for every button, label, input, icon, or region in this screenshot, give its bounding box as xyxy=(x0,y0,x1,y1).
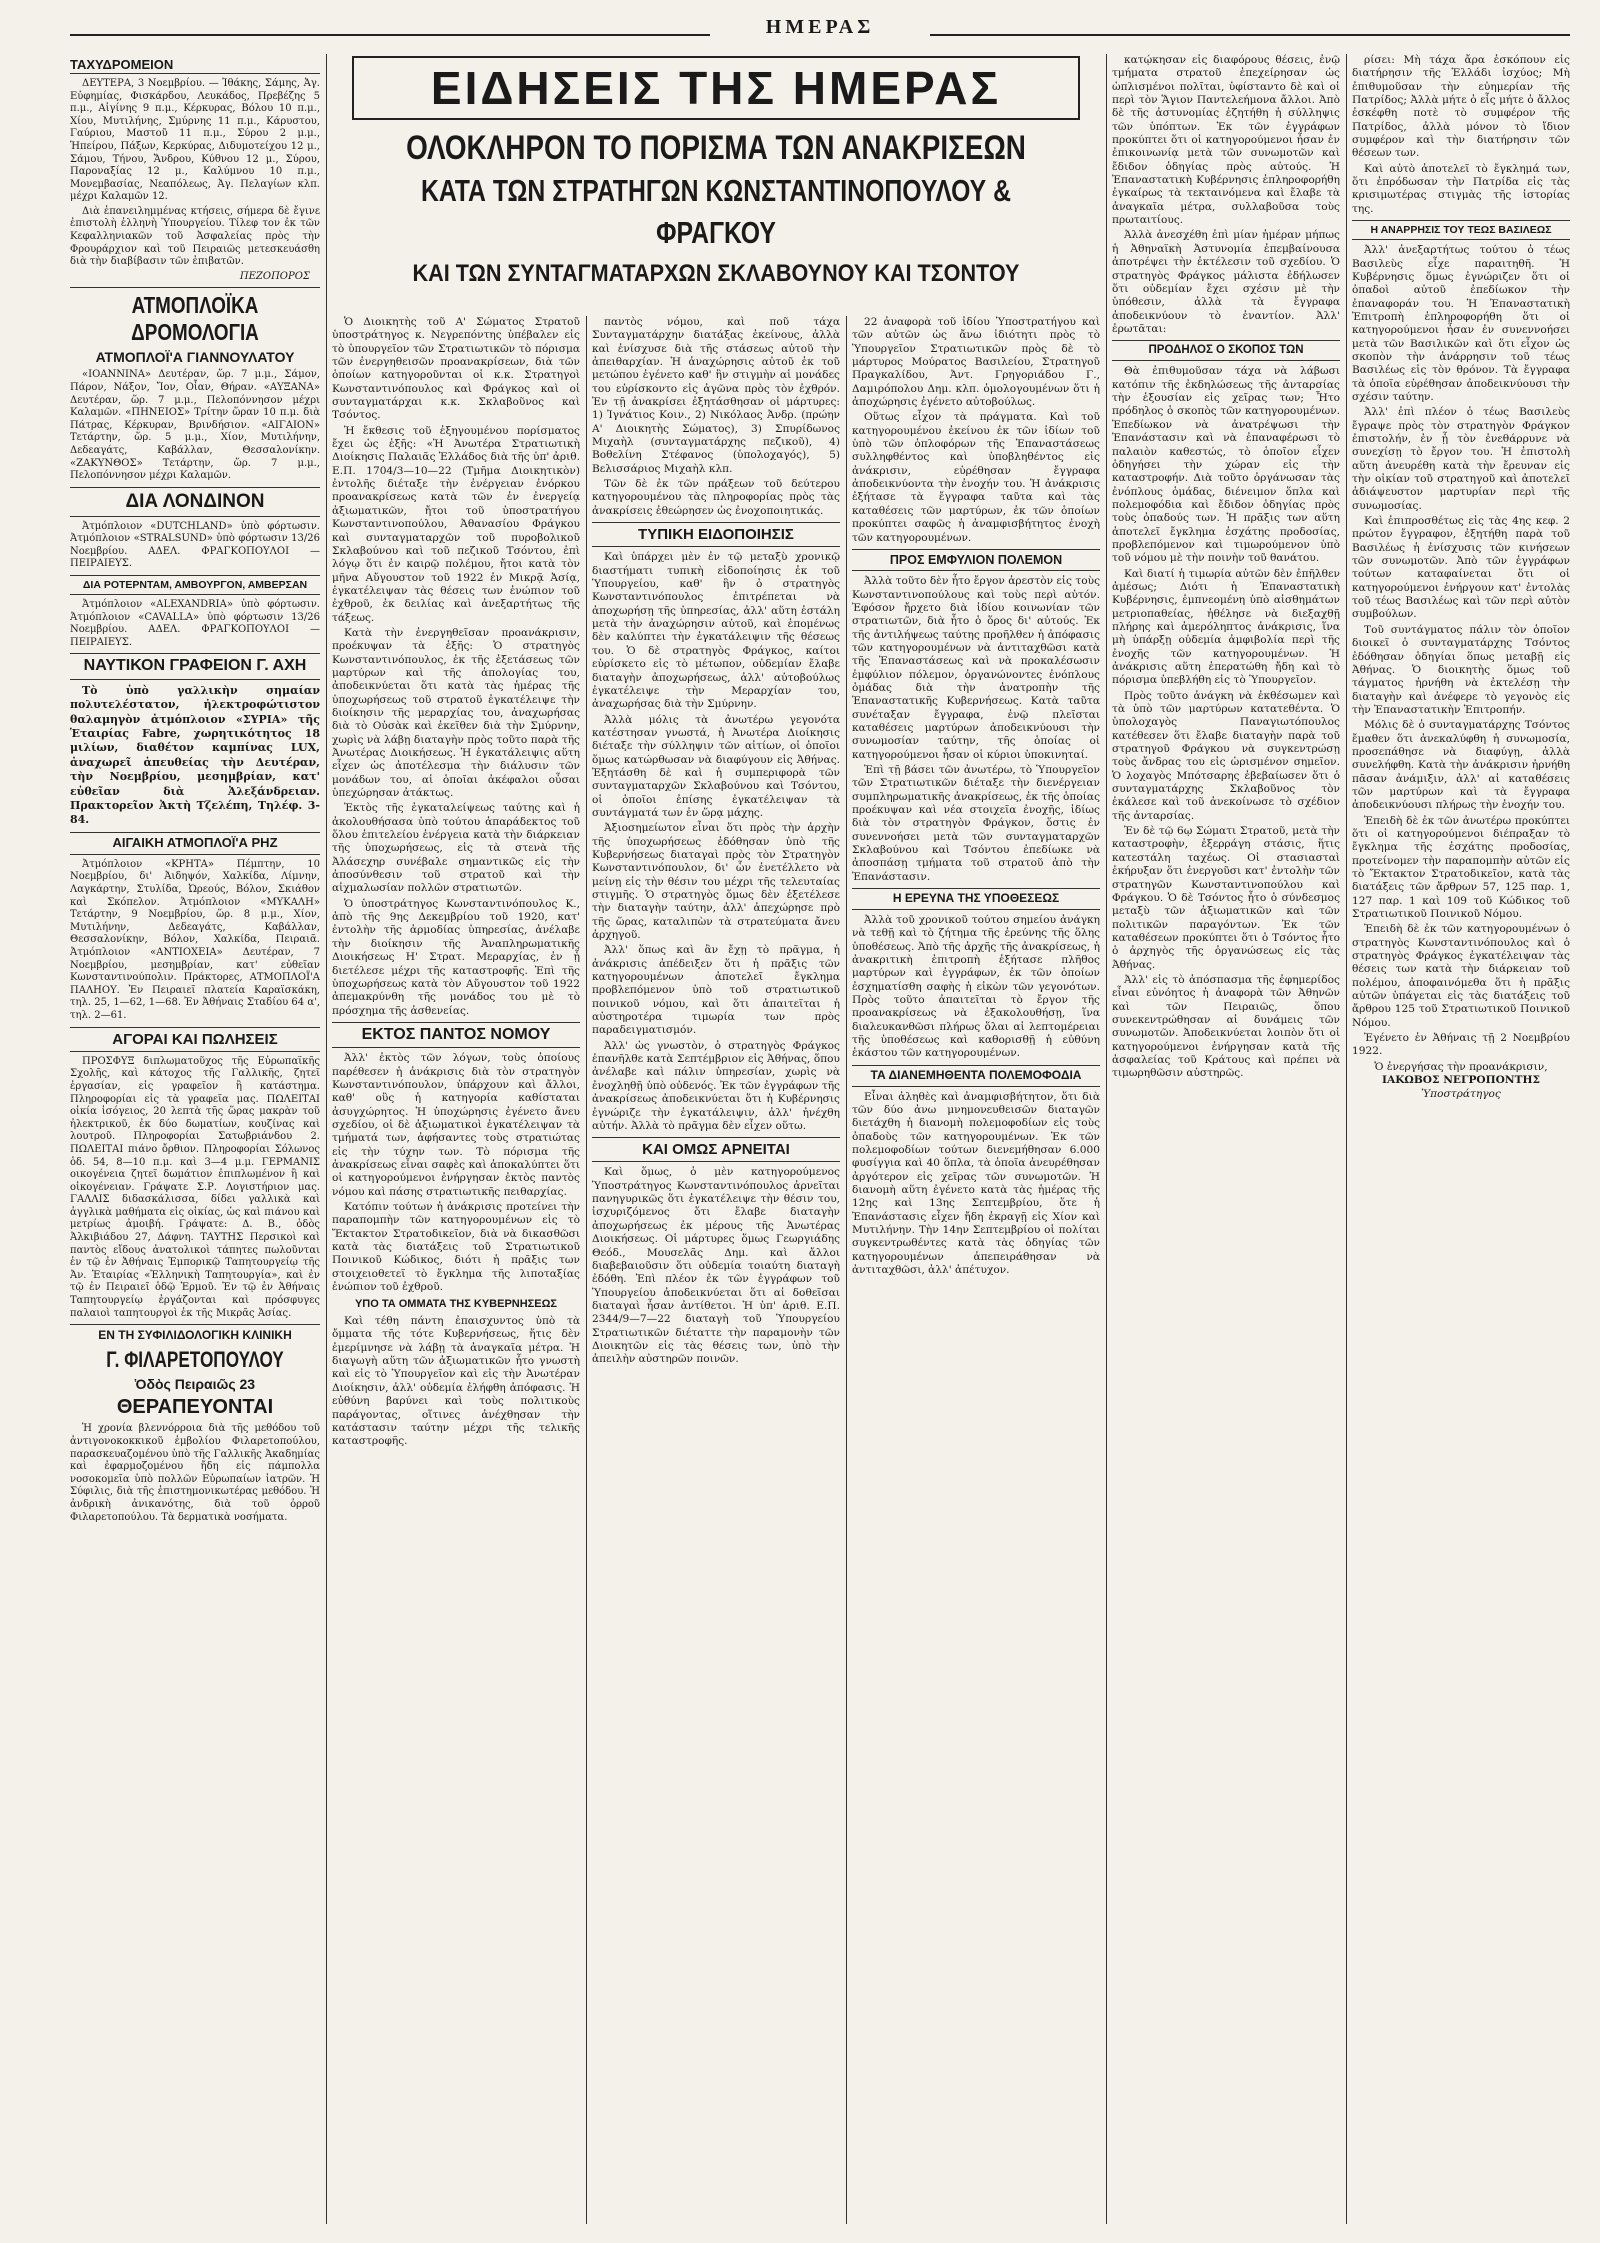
article-paragraph: Ἀλλὰ τοῦ χρονικοῦ τούτου σημείου ἀνάγκη νὰ τεθῇ καὶ τὸ ζήτημα τῆς ἐρεύνης τῆς ὅλης ὑποθέσεως. Ἀπὸ τῆς ἀρχῆς τῆς ἀνακρίσεως, ἡ ἀνακριτικὴ ἐπιτροπὴ ἐξήτασε πλῆθος μαρτύρων καὶ ἐγγράφων, ἐκ τῶν ὁποίων ἐσχηματίσθη σαφὴς ἡ εἰκὼν τῶν γεγονότων. Πρὸς τοῦτο ἀπαιτεῖται τὸ ἔργον τῆς προανακρίσεως νὰ ἐξακολουθήσῃ, ἵνα διαλευκανθῶσι πλήρως ὅλαι αἱ λεπτομέρειαι τῆς ὑποθέσεως καὶ καθορισθῇ ἡ εὐθύνη ἑκάστου τῶν κατηγορουμένων. xyxy=(852,913,1100,1060)
london-text: Ἀτμόπλοιον «DUTCHLAND» ὑπὸ φόρτωσιν. Ἀτμόπλοιον «STRALSUND» ὑπὸ φόρτωσιν 13/26 Νοεμβρίου. ΑΔΕΛ. ΦΡΑΓΚΟΠΟΥΛΟΙ — ΠΕΙΡΑΙΕΥΣ. xyxy=(70,520,320,570)
signature-pezoporos: ΠΕΖΟΠΟΡΟΣ xyxy=(239,270,310,282)
signature-block xyxy=(1352,1061,1570,1101)
article-paragraph: Κατόπιν τούτων ἡ ἀνάκρισις προτείνει τὴν παραπομπὴν τῶν κατηγορουμένων εἰς τὸ Ἔκτακτον Στρατοδικεῖον, διὰ νὰ δικασθῶσι κατὰ τὰς διατάξεις τοῦ Στρατιωτικοῦ Ποινικοῦ Κώδικος, διότι ἡ πρᾶξις των στοιχειοθετεῖ τὸ ἔγκλημα τῆς λιποταξίας ἐνώπιον τοῦ ἐχθροῦ. xyxy=(332,1201,580,1294)
article-paragraph: Ἐπειδὴ δὲ ἐκ τῶν ἀνωτέρω προκύπτει ὅτι οἱ κατηγορούμενοι διέπραξαν τὸ ἔγκλημα τῆς ἐσχάτης προδοσίας, προτείνομεν τὴν παραπομπὴν αὐτῶν εἰς τὸ Ἔκτακτον Στρατοδικεῖον, κατὰ τὰς διατάξεις τῶν ἄρθρων 57, 125 παρ. 1, 127 παρ. 1 καὶ 109 τοῦ Κώδικος τοῦ Στρατιωτικοῦ Ποινικοῦ Νόμου. xyxy=(1352,814,1570,921)
sales-text: ΠΡΟΣΦΥΞ διπλωματοῦχος τῆς Εὐρωπαϊκῆς Σχολῆς, καὶ κάτοχος τῆς Γαλλικῆς, ζητεῖ ἐργασίαν, εἰς γραφεῖον ἢ κατάστημα. Πληροφορίαι εἰς τὰ γραφεῖα μας. ΠΩΛΕΙΤΑΙ οἰκία ἰσόγειος, 20 λεπτὰ τῆς ὥρας μακρὰν τοῦ ἠλεκτρικοῦ, ἐκ δύο δωματίων, κουζίνας καὶ λουτροῦ. Πληροφορίαι Σατωβριάνδου 2. ΠΩΛΕΙΤΑΙ πιάνο ὄρθιον. Πληροφορίαι Σόλωνος ὁδ. 54, 8—10 π.μ. καὶ 3—4 μ.μ. ΓΕΡΜΑΝΙΣ οικογένεια ζητεῖ δωμάτιον ἐπιπλωμένον ἢ καὶ οἰκογένειαν. Γράψατε Σ.Ρ. Λογιστήριον μας. ΓΑΛΛΙΣ διδασκάλισσα, δίδει γαλλικὰ καὶ ἀγγλικὰ μαθήματα εἰς οἰκίας, ὡς καὶ πιάνου καὶ μετρίως ἀμοιβή. Γράψατε: Δ. Β., ὁδὸς Ἀλκιβιάδου 27, Δάφνη. ΤΑΥΤΗΣ Περσικοὶ καὶ παντὸς εἴδους ἀνατολικοὶ τάπητες πωλοῦνται ἐν τῷ ἐν Ἀθήναις Ἐμπορικῷ Ταπητουργείῳ τῆς Ἀν. Ἑταιρίας «Ἑλληνικὴ Ταπητουργία», καὶ ἐν τῷ ἐν Πειραιεῖ ὁδῷ Ἐρμοῦ. Ἐν τῷ ἐν Ἀθήναις Ταπητουργείῳ ἐργάζονται καὶ πρόσφυγες παλαιοὶ ταπητουργοὶ ἐκ τῆς Μικρᾶς Ἀσίας. xyxy=(70,1055,320,1319)
article-paragraph: Κατὰ τὴν ἐνεργηθεῖσαν προανάκρισιν, προέκυψαν τὰ ἑξῆς: Ὁ στρατηγὸς Κωνσταντινόπουλος, ἐκ τῆς ἐξετάσεως τῶν μαρτύρων καὶ τῆς ἀπολογίας του, ἀποδεικνύεται ὅτι κατὰ τὰς ἡμέρας τῆς ὑποχωρήσεως τοῦ στρατοῦ ἐγκατέλειψε τὴν διοίκησιν τῆς μεραρχίας του, ἀναχωρήσας διὰ τὸ Οὐσὰκ καὶ ἐκεῖθεν διὰ τὴν Σμύρνην, χωρὶς νὰ λάβῃ διαταγὴν πρὸς τοῦτο παρὰ τῆς Ἀνωτέρας Διοικήσεως. Ἡ ἐγκατάλειψις αὕτη εἶχεν ὡς ἀποτέλεσμα τὴν διάλυσιν τῶν μονάδων του, αἱ ὁποῖαι ἀκέφαλοι οὖσαι ὑπεχώρησαν ἀτάκτως. xyxy=(332,626,580,800)
article-paragraph: Ἀλλὰ μόλις τὰ ἀνωτέρω γεγονότα κατέστησαν γνωστά, ἡ Ἀνωτέρα Διοίκησις διέταξε τὴν σύλληψιν τῶν αἰτίων, οἱ ὁποῖοι ὅμως κατώρθωσαν νὰ διαφύγουν εἰς Ἀθήνας. Ἐξητάσθη δὲ καὶ ἡ συμπεριφορὰ τῶν συνταγματαρχῶν Σκλαβούνου καὶ Τσόντου, οἱ ὁποῖοι ἐπίσης ἐγκατέλειψαν τὰ συντάγματά των ἐν ὥρᾳ μάχης. xyxy=(592,713,840,819)
subheading-denies: ΚΑΙ ΟΜΩΣ ΑΡΝΕΙΤΑΙ xyxy=(592,1137,840,1162)
article-paragraph: Καὶ αὐτὸ ἀποτελεῖ τὸ ἔγκλημά των, ὅτι ἐπρόδωσαν τὴν Πατρίδα εἰς τὰς κρισιμωτέρας στιγμὰς τῆς ἱστορίας της. xyxy=(1352,162,1570,215)
clinic-ad xyxy=(70,1329,320,1419)
giannoulatos-heading: ΑΤΜΟΠΛΟΪ'Α ΓΙΑΝΝΟΥΛΑΤΟΥ xyxy=(95,349,295,366)
article-paragraph: Εἶναι ἀληθὲς καὶ ἀναμφισβήτητον, ὅτι διὰ τῶν δύο ἀνω μνημονευθεισῶν διαταγῶν διετάχθη ἡ διανομὴ πολεμοφοδίων εἰς τοὺς ὀπαδοὺς τῶν κατηγορουμένων. Ἐκ τῶν πολεμοφοδίων τούτων διενεμήθησαν 6.000 φυσίγγια καὶ 40 ὅπλα, τὰ ὁποῖα ἀνευρέθησαν ἀργότερον εἰς χεῖρας τῶν συνωμοτῶν. Ἡ διανομὴ αὕτη ἐγένετο κατὰ τὰς ἡμέρας τῆς 12ης καὶ 13ης Σεπτεμβρίου, ὅτε ἡ Ἐπανάστασις εἶχεν ἤδη ἐκραγῇ εἰς Χίον καὶ Μυτιλήνην. Τὴν 14ην Σεπτεμβρίου οἱ πολίται συγκεντρωθέντες κατὰ τὰς ὁδηγίας τῶν κατηγορουμένων ἀπεπειράθησαν νὰ ἀντιταχθῶσι, ἀλλ' ἀπέτυχον. xyxy=(852,1090,1100,1276)
subheading-evident-aim: ΠΡΟΔΗΛΟΣ Ο ΣΚΟΠΟΣ ΤΩΝ xyxy=(1112,340,1340,361)
column-rule xyxy=(1346,54,1347,2224)
column-article-5 xyxy=(1352,54,1570,2224)
clinic-name: Γ. ΦΙΛΑΡΕΤΟΠΟΥΛΟΥ xyxy=(106,1347,284,1373)
running-head-title: ΗΜΕΡΑΣ xyxy=(765,16,875,38)
shipping-schedule-heading: ΑΤΜΟΠΛΟΪΚΑ ΔΡΟΜΟΛΟΓΙΑ xyxy=(131,292,259,345)
post-office-text: ΔΕΥΤΕΡΑ, 3 Νοεμβρίου. — Ἰθάκης, Σάμης, Ἀγ. Εὐφημίας, Φισκάρδου, Λευκάδος, Πρεβέζης 5 π.μ., Αἰγίνης 9 π.μ., Κέρκυρας, Βόλου 10 π.μ., Χίου, Μυτιλήνης, Σμύρνης 11 π.μ., Κάρυστου, Γαύριου, Μαστοῦ 11 π.μ., Σύρου 2 μ.μ., Ἠπείρου, Πάξων, Κερκύρας, Διδυμοτείχου 12 μ., Σάμου, Τήνου, Ἄνδρου, Κύθνου 12 μ., Σύρου, Παροναξίας 12 μ., Καλύμνου 10 π.μ., Μονεμβασίας, Νεαπόλεως, Ἀγ. Πελαγίων κλπ. μέχρι Καλαμῶν 12. xyxy=(70,77,320,203)
clinic-title: ΕΝ ΤΗ ΣΥΦΙΛΙΔΟΛΟΓΙΚΗ ΚΛΙΝΙΚΗ xyxy=(98,1328,292,1343)
article-paragraph: Ἐπειδὴ δὲ ἐκ τῶν κατηγορουμένων ὁ στρατηγὸς Κωνσταντινόπουλος καὶ ὁ στρατηγὸς Φράγκος ἐγκατέλειψαν τὰς θέσεις των κατὰ τὴν διάρκειαν τοῦ πολέμου, ἀποφαινόμεθα ὅτι ἡ πρᾶξις αὐτῶν ὑπάγεται εἰς τὰς διατάξεις τοῦ ἄρθρου 125 τοῦ Στρατιωτικοῦ Ποινικοῦ Νόμου. xyxy=(1352,923,1570,1029)
aegean-shipping-heading: ΑΙΓΑΙΚΗ ΑΤΜΟΠΛΟΪ'Α ΡΗΖ xyxy=(70,832,320,855)
subheading-investigation: Η ΕΡΕΥΝΑ ΤΗΣ ΥΠΟΘΕΣΕΩΣ xyxy=(852,888,1100,910)
post-office-text-2: Διὰ ἐπανειλημμένας κτήσεις, σήμερα δὲ ἔγινε ἐπιστολὴ ἑλληνὴ Ὑπουργείου. Τίλεφ τον ἐκ τῶν Κεφαλληνιακῶν τοῦ Ἀσφαλείας πρὸς τὴν Φρουράρχιον καὶ τοῦ Πειραιῶς μετεσκευάσθη διὰ τὴν διαβίβασιν τῶν ἐπιβατῶν. xyxy=(70,205,320,268)
column-rule xyxy=(1106,54,1107,2224)
clinic-treats-heading: ΘΕΡΑΠΕΥΟΝΤΑΙ xyxy=(116,1396,274,1419)
banner-section-title: ΕΙΔΗΣΕΙΣ ΤΗΣ ΗΜΕΡΑΣ xyxy=(352,56,1080,120)
nautical-office-heading: ΝΑΥΤΙΚΟΝ ΓΡΑΦΕΙΟΝ Γ. ΑΧΗ xyxy=(70,653,320,679)
article-paragraph: Τοῦ συντάγματος πάλιν τὸν ὁποῖον διοικεῖ ὁ συνταγματάρχης Τσόντος ἐδόθησαν ὁδηγίαι ὅπως μεταβῇ εἰς Ἀθήνας. Ὁ διοικητὴς ὅμως τοῦ τάγματος ἠρνήθη νὰ ἐκτελέσῃ τὴν διαταγὴν καὶ ἀνέφερε τὸ γεγονὸς εἰς τὴν Ἐπαναστατικὴν Ἐπιτροπήν. xyxy=(1352,623,1570,716)
article-paragraph: ρίσει: Μὴ τάχα ἄρα ἐσκόπουν εἰς διατήρησιν τῆς Ἑλλάδι ἰσχύος; Μὴ ἐπιθυμοῦσαν τὴν εὐημερίαν τῆς Πατρίδος; Ἀλλὰ μήτε ὁ εἷς μήτε ὁ ἄλλος ἐσκέφθη ποτὲ τὸ συμφέρον τῆς Πατρίδος, ἀλλὰ μόνον τὸ ἴδιον συμφέρον καὶ τὴν διατήρησιν τῶν θέσεων των. xyxy=(1352,54,1570,160)
article-paragraph: Ἐπὶ τῇ βάσει τῶν ἀνωτέρω, τὸ Ὑπουργεῖον τῶν Στρατιωτικῶν διέταξε τὴν διενέργειαν συμπληρωματικῆς ἀνακρίσεως, ἐκ τῆς ὁποίας προέκυψαν καὶ νέα στοιχεῖα ἐνοχῆς, ἰδίως διὰ τὸν στρατηγὸν Φράγκον, ὅστις ἐν συνεννοήσει μετὰ τῶν συνταγματαρχῶν Σκλαβούνου καὶ Τσόντου ἐπεδίωκε νὰ ἀποσπάσῃ τμήματα τοῦ στρατοῦ ἀπὸ τὴν Ἐπανάστασιν. xyxy=(852,764,1100,883)
head-rule-right xyxy=(930,34,1570,36)
article-paragraph: Θὰ ἐπιθυμοῦσαν τάχα νὰ λάβωσι κατόπιν τῆς ἐκδηλώσεως τῆς ἀνταρσίας τὴν ἐξουσίαν εἰς χεῖρας των; Ἦτο πρόδηλος ὁ σκοπὸς τῶν κατηγορουμένων. Ἐπεδίωκον νὰ ἀνατρέψωσι τὴν Ἐπανάστασιν καὶ νὰ ἐπαναφέρωσι τὸ παλαιὸν καθεστώς, τὸ ὁποῖον εἶχεν ὁδηγήσει τὴν χώραν εἰς τὴν καταστροφήν. Διὰ τοῦτο ὀργάνωσαν τὰς ἐνόπλους ὁμάδας, διένειμον ὅπλα καὶ πολεμοφόδια καὶ ἔδιδον ὁδηγίας πρὸς τοὺς ὀπαδούς των. Ἡ πρᾶξις των αὕτη ἀποτελεῖ ἔγκλημα ἐσχάτης προδοσίας, προβλεπόμενον καὶ τιμωρούμενον ὑπὸ τοῦ νόμου μὲ τὴν ποινὴν τοῦ θανάτου. xyxy=(1112,365,1340,565)
article-paragraph: Ἀλλ' ἀνεξαρτήτως τούτου ὁ τέως Βασιλεὺς εἶχε παραιτηθῆ. Ἡ Κυβέρνησις ὅμως ἐγνώριζεν ὅτι οἱ ὀπαδοὶ αὐτοῦ ἐπεδίωκον τὴν ἐπαναφοράν του. Ἡ Ἐπαναστατικὴ Ἐπιτροπὴ ἐπληροφορήθη ὅτι οἱ κατηγορούμενοι ἦσαν ἐν συνεννοήσει μετὰ τῶν Βασιλικῶν καὶ ὅτι εἶχον ὡς σκοπὸν τὴν ἀνάρρησιν τοῦ τέως Βασιλέως εἰς τὸν θρόνον. Τὰ ἔγγραφα τὰ ὁποῖα εὑρέθησαν ἀποδεικνύουσι τὴν σχέσιν ταύτην. xyxy=(1352,244,1570,403)
article-paragraph: Ἐκτὸς τῆς ἐγκαταλείψεως ταύτης καὶ ἡ ἀκολουθήσασα ὑπὸ τούτου ἀπαράδεκτος τοῦ ὅλου ἐπιτελείου ἐνέργεια κατὰ τὴν διάρκειαν τῆς ὑποχωρήσεως, εἰς τὰ στενὰ τῆς Ἀλάσεχηρ συνέβαλε σημαντικῶς εἰς τὴν ἀποσύνθεσιν τοῦ στρατοῦ καὶ τὴν αἰχμαλωσίαν πολλῶν στρατιωτῶν. xyxy=(332,802,580,895)
article-paragraph: παντὸς νόμου, καὶ ποῦ τάχα Συνταγματάρχην διατάξας ἐκείνους, ἀλλὰ καὶ ἐνίσχυσε διὰ τῆς στάσεως αὐτοῦ τὴν ἀπειθαρχίαν. Ἡ ἀναχώρησις αὐτοῦ ἐκ τοῦ μετώπου ἐγένετο καθ' ἣν στιγμὴν αἱ μονάδες του εὑρίσκοντο εἰς ἀγῶνα πρὸς τὸν ἐχθρόν. Ἐν τῇ ἀνακρίσει ἐξητάσθησαν οἱ μάρτυρες: 1) Ἰγνάτιος Κοιν., 2) Νικόλαος Ἀνδρ. (πρώην Α' Διοικητὴς Σώματος), 3) Σπυρίδωνος Μιχαὴλ (συνταγματάρχης πεζικοῦ), 4) Βοθελίνη Στέφανος (ὑπολοχαγός), 5) Βελισσάριος Μιχαὴλ κλπ. xyxy=(592,316,840,475)
subheading-formal-notice: ΤΥΠΙΚΗ ΕΙΔΟΠΟΙΗΣΙΣ xyxy=(592,522,840,547)
column-rule xyxy=(326,54,327,2224)
article-paragraph: Ἡ ἔκθεσις τοῦ ἐξηγουμένου πορίσματος ἔχει ὡς ἑξῆς: «Ἡ Ἀνωτέρα Στρατιωτικὴ Διοίκησις Παλαιᾶς Ἑλλάδος διὰ τῆς ὑπ' ἀριθ. Ε.Π. 1704/3—10—22 (Τμῆμα Διοικητικὸν) ἐντολῆς διέταξε τὴν ἐνέργειαν ἐνόρκου προανακρίσεως κατὰ τῶν ἐν ἐνεργείᾳ ἀξιωματικῶν, ἤτοι τοῦ ὑποστρατήγου Κωνσταντινοπούλου, Ἀθανασίου Φράγκου καὶ συνταγματαρχῶν τοῦ πυροβολικοῦ Σκλαβούνου καὶ τοῦ πεζικοῦ Τσόντου, ἐπὶ λόγῳ ὅτι ἐν καιρῷ πολέμου, ἤτοι κατὰ τὸν μῆνα Αὔγουστον τοῦ 1922 ἐν Μικρᾷ Ἀσίᾳ, ἐγκατέλειψαν τὰς θέσεις των ἐνώπιον τοῦ ἐχθροῦ, ἐκ δειλίας καὶ ἀνεξαρτήτως τῆς τάξεως. xyxy=(332,424,580,624)
london-heading: ΔΙΑ ΛΟΝΔΙΝΟΝ xyxy=(70,487,320,517)
column-article-1 xyxy=(332,316,580,2224)
head-rule-left xyxy=(70,34,710,36)
column-article-2 xyxy=(592,316,840,2224)
article-paragraph: Ἀλλὰ τοῦτο δὲν ἦτο ἔργον ἀρεστὸν εἰς τοὺς Κωνσταντινοπούλους καὶ τοὺς περὶ αὐτόν. Ἐφόσον ἤρχετο διὰ ἰδίου κοινωνίαν τῶν στρατιωτῶν, διὰ ἦτο ὁ ὅρος δι' αὐτούς. Ἐκ τῆς ἀντιλήψεως ταύτης προῆλθεν ἡ ἀπόφασις τῶν κατηγορουμένων νὰ ἀντιταχθῶσι κατὰ τῆς Ἐπαναστάσεως καὶ νὰ προκαλέσωσιν ἐμφύλιον πόλεμον, ὀργανώνοντες ἐνόπλους ὁμάδας διὰ τὴν ἀνατροπὴν τῆς Ἐπαναστατικῆς Κυβερνήσεως. Κατὰ ταῦτα συνέταξαν ἔγγραφα, ἐνῷ πλεῖσται καταθέσεις μαρτύρων ἀποδεικνύουσι τὴν συνωμοσίαν ταύτην, τῆς ὁποίας οἱ κατηγορούμενοι ἦσαν οἱ κύριοι ὑποκινηταί. xyxy=(852,575,1100,761)
signer-rank: Ὑποστράτηγος xyxy=(1421,1087,1501,1100)
running-head xyxy=(70,16,1570,50)
article-paragraph: Ἀλλ' ὡς γνωστὸν, ὁ στρατηγὸς Φράγκος ἐπανῆλθε κατὰ Σεπτέμβριον εἰς Ἀθήνας, ὅπου ἀνέλαβε καὶ πάλιν ὑπηρεσίαν, χωρὶς νὰ ἐνοχληθῇ ὑπὸ οὐδενός. Ἐκ τῶν ἐγγράφων τῆς ἀνακρίσεως ἀποδεικνύεται ὅτι ἡ Κυβέρνησις ἐγνώριζε τὴν ἐγκατάλειψιν, ἀλλ' ἠνέχθη αὐτήν. Ἀλλὰ τὸ πρᾶγμα δὲν εἶχεν οὕτω. xyxy=(592,1039,840,1132)
closing-date: Ἐγένετο ἐν Ἀθήναις τῇ 2 Νοεμβρίου 1922. xyxy=(1352,1032,1570,1058)
newspaper-page xyxy=(70,16,1570,2226)
article-paragraph: Οὕτως εἶχον τὰ πράγματα. Καὶ τοῦ κατηγορουμένου ἐκείνου ἐκ τῶν ἰδίων τοῦ ὑπὸ τῶν ὁπλοφόρων τῆς Ἐπαναστάσεως συλληφθέντος καὶ ὑποβληθέντος εἰς ἀνάκρισιν, εὑρέθησαν ἔγγραφα ἀποδεικνύοντα τὴν ἐνοχήν του. Ἡ ἀνάκρισις ἐξήτασε τὰ ἔγγραφα ταῦτα καὶ τὰς καταθέσεις τῶν μαρτύρων, ἐκ τῶν ὁποίων προκύπτει σαφῶς ἡ ἀναμφισβήτητος ἐνοχὴ τῶν κατηγορουμένων. xyxy=(852,411,1100,544)
article-paragraph: Πρὸς τοῦτο ἀνάγκη νὰ ἐκθέσωμεν καὶ τὰ ὑπὸ τῶν μαρτύρων κατατεθέντα. Ὁ ὑπολοχαγὸς Παναγιωτόπουλος κατέθεσεν ὅτι ἔλαβε διαταγὴν παρὰ τοῦ στρατηγοῦ Φράγκου νὰ συγκεντρώσῃ τοὺς ἄνδρας του εἰς ὡρισμένον σημεῖον. Ὁ λοχαγὸς Μπότσαρης ἐβεβαίωσεν ὅτι ὁ συνταγματάρχης Σκλαβοῦνος τὸν ἐκάλεσε καὶ τοῦ ἀνεκοίνωσε τὸ σχέδιον τῆς ἀνταρσίας. xyxy=(1112,689,1340,822)
signer-title: Ὁ ἐνεργήσας τὴν προανάκρισιν, xyxy=(1374,1060,1548,1073)
signer-name: ΙΑΚΩΒΟΣ ΝΕΓΡΟΠΟΝΤΗΣ xyxy=(1382,1074,1540,1087)
post-office-heading: ΤΑΧΥΔΡΟΜΕΙΟΝ xyxy=(70,58,320,74)
article-paragraph: Ὁ Διοικητὴς τοῦ Α' Σώματος Στρατοῦ ὑποστράτηγος κ. Νεγρεπόντης ὑπέβαλεν εἰς τὸ ὑπουργεῖον τῶν Στρατιωτικῶν τὸ πόρισμα τῶν ἐνεργηθεισῶν προανακρίσεων, διὰ τῶν ὁποίων κατηγοροῦνται οἱ κ.κ. Στρατηγοὶ Κωνσταντινόπουλος καὶ Φράγκος καὶ οἱ συνταγματάρχαι κ.κ. Σκλαβοῦνος καὶ Τσόντος. xyxy=(332,316,580,422)
subheading-civil-war: ΠΡΟΣ ΕΜΦΥΛΙΟΝ ΠΟΛΕΜΟΝ xyxy=(852,549,1100,571)
article-paragraph: Καὶ ἐπιπροσθέτως εἰς τὰς 4ης κεφ. 2 πρώτον ἔγγραφον, ἐξητήθη παρὰ τοῦ Βασιλέως ἡ ἐνίσχυσις τῶν κινήσεων τῶν συνωμοτῶν. Ἀπὸ τῶν ἐγγράφων τούτων καταφαίνεται ὅτι οἱ κατηγορούμενοι ἐνήργουν κατ' ἐντολὰς τοῦ τέως Βασιλέως καὶ τῶν περὶ αὐτὸν συμβούλων. xyxy=(1352,515,1570,621)
article-paragraph: Καὶ ὑπάρχει μὲν ἐν τῷ μεταξὺ χρονικῷ διαστήματι τυπικὴ εἰδοποίησις ἐκ τοῦ Ὑπουργείου, καθ' ἣν ὁ στρατηγὸς Κωνσταντινόπουλος ἐπιτρέπεται νὰ ἀποχωρήσῃ τῆς ὑπηρεσίας, ἀλλ' αὕτη ἐστάλη μετὰ τὴν ἀναχώρησιν αὐτοῦ, καὶ ἑπομένως δὲν καλύπτει τὴν ἐγκατάλειψιν τῆς θέσεως του. Ὁ δὲ στρατηγὸς Φράγκος, καίτοι εὑρίσκετο εἰς τὸ μέτωπον, οὐδεμίαν ἔλαβε διαταγὴν ἀποχωρήσεως, ἀλλ' αὐτοβούλως ἐγκατέλειψε τὴν Μεραρχίαν του, ἀναχωρήσας διὰ τὴν Σμύρνην. xyxy=(592,551,840,711)
divider xyxy=(70,1324,320,1325)
column-article-3 xyxy=(852,316,1100,2224)
column-rule xyxy=(846,316,847,2224)
article-paragraph: Ἀλλὰ ἀνεσχέθη ἐπὶ μίαν ἡμέραν μήπως ἡ Ἀθηναϊκὴ Ἀστυνομία ἐπεμβαίνουσα ἀποτρέψει τὴν ἐκτέλεσιν τοῦ σχεδίου. Ὁ στρατηγὸς Φράγκος μάλιστα ἐδήλωσεν ὅτι οὐδεμίαν ἔχει σχέσιν μὲ τὴν ὑπόθεσιν, ἀλλὰ τὰ ἔγγραφα ἀποδεικνύουν τὸ ἐναντίον. Ἀλλ' ἐρωτᾶται: xyxy=(1112,229,1340,335)
column-article-4 xyxy=(1112,54,1340,2224)
sales-heading: ΑΓΟΡΑΙ ΚΑΙ ΠΩΛΗΣΕΙΣ xyxy=(70,1027,320,1052)
article-paragraph: Ἀλλ' ἐπὶ πλέον ὁ τέως Βασιλεὺς ἔγραψε πρὸς τὸν στρατηγὸν Φράγκον ἐπιστολήν, ἐν ᾗ τὸν ἐνεθάρρυνε νὰ συνεχίσῃ τὸ ἔργον του. Ἡ ἐπιστολὴ αὕτη ἀνευρέθη κατὰ τὴν ἔρευναν εἰς τὴν οἰκίαν τοῦ στρατηγοῦ καὶ ἀποτελεῖ ἀδιάψευστον μαρτυρίαν περὶ τῆς συνωμοσίας. xyxy=(1352,406,1570,512)
subheading-king-return: Η ΑΝΑΡΡΗΣΙΣ ΤΟΥ ΤΕΩΣ ΒΑΣΙΛΕΩΣ xyxy=(1352,220,1570,240)
article-paragraph: Μόλις δὲ ὁ συνταγματάρχης Τσόντος ἔμαθεν ὅτι ἀνεκαλύφθη ἡ συνωμοσία, προσεπάθησε νὰ διαφύγῃ, ἀλλὰ συνελήφθη. Κατὰ τὴν ἀνάκρισιν ἠρνήθη πᾶσαν ἀνάμιξιν, ἀλλ' αἱ καταθέσεις τῶν μαρτύρων καὶ τὰ ἔγγραφα ἀποδεικνύουσι πλήρως τὴν ἐνοχήν του. xyxy=(1352,719,1570,812)
article-paragraph: Ἐν δὲ τῷ 6ῳ Σώματι Στρατοῦ, μετὰ τὴν καταστροφὴν, ἐξερράγη στάσις, ἥτις κατεστάλη ταχέως. Οἱ στασιασταὶ ἐκήρυξαν ὅτι ἐνεργοῦσι κατ' ἐντολὴν τῶν στρατηγῶν Κωνσταντινοπούλου καὶ Φράγκου. Ὁ δὲ Τσόντος ἦτο ὁ σύνδεσμος μεταξὺ τῶν ἀξιωματικῶν καὶ τῶν πολιτικῶν παραγόντων. Ἐκ τῶν καταθέσεων προκύπτει ὅτι ὁ Τσόντος ἦτο ὁ ἀρχηγὸς τῆς ὀργανώσεως εἰς τὰς Ἀθήνας. xyxy=(1112,825,1340,971)
giannoulatos-text: «ΙΟΑΝΝΙΝΑ» Δευτέραν, ὥρ. 7 μ.μ., Σάμον, Πάρον, Νάξον, Ἴον, Οἶαν, Θήραν. «ΑΥΞΑΝΑ» Δευτέραν, ὥρ. 7 μ.μ., Πελοπόννησον μέχρι Καλαμῶν. «ΠΗΝΕΙΟΣ» Τρίτην ὥραν 10 π.μ. διὰ Πάτρας, Κέρκυραν, Βρινδήσιον. «ΑΙΓΑΙΟΝ» Τετάρτην, ὥρ. 5 μ.μ., Χίον, Μυτιλήνην, Δεδεαγάτς, Καβάλλαν, Θεσσαλονίκην. «ΖΑΚΥΝΘΟΣ» Τετάρτην, ὥρ. 7 μ.μ., Πελοπόννησον μέχρι Καλαμῶν. xyxy=(70,369,320,482)
nautical-office-text: Τὸ ὑπὸ γαλλικὴν σημαίαν πολυτελέστατον, ἠλεκτροφώτιστον θαλαμηγὸν ἀτμόπλοιον «ΣΥΡΙΑ» τῆς Ἑταιρίας Fabre, χωρητικότητος 18 μιλίων, διαθέτον καμπίνας LUX, ἀναχωρεῖ ἀπευθείας τὴν Δευτέραν, τὴν Νοεμβρίου, μεσημβρίαν, κατ' εὐθεῖαν διὰ Ἀλεξάνδρειαν. Πρακτορεῖον Ἀκτὴ Τζελέπη, Τηλέφ. 3-84. xyxy=(70,683,320,827)
rotterdam-heading: ΔΙΑ ΡΟΤΕΡΝΤΑΜ, ΑΜΒΟΥΡΓΟΝ, ΑΜΒΕΡΣΑΝ xyxy=(70,575,320,595)
subheading-government-eyes: ΥΠΟ ΤΑ ΟΜΜΑΤΑ ΤΗΣ ΚΥΒΕΡΝΗΣΕΩΣ xyxy=(354,1298,558,1311)
banner-headline-3: ΚΑΙ ΤΩΝ ΣΥΝΤΑΓΜΑΤΑΡΧΩΝ ΣΚΛΑΒΟΥΝΟΥ ΚΑΙ ΤΣΟΝΤΟΥ xyxy=(412,260,1020,287)
banner-headline-1: ΟΛΟΚΛΗΡΟΝ ΤΟ ΠΟΡΙΣΜΑ ΤΩΝ ΑΝΑΚΡΙΣΕΩΝ xyxy=(406,129,1026,167)
article-paragraph: Καὶ τέθη πάντη ἐπαισχυντος ὑπὸ τὰ ὄμματα τῆς τότε Κυβερνήσεως, ἥτις δὲν ἐμερίμνησε νὰ λάβῃ τὰ ἀναγκαῖα μέτρα. Ἡ διαγωγὴ αὕτη τῶν ἀξιωματικῶν ἦτο γνωστὴ καὶ εἰς τὸ Ὑπουργεῖον καὶ εἰς τὴν Ἀνωτέραν Διοίκησιν, ἀλλ' οὐδεμία ἐλήφθη ἀπόφασις. Ἡ εὐθύνη βαρύνει καὶ τοὺς πολιτικοὺς παράγοντας, οἵτινες ἀνέχθησαν τὴν κατάστασιν ταύτην μέχρι τῆς τελικῆς καταστροφῆς. xyxy=(332,1315,580,1448)
news-banner xyxy=(332,54,1100,316)
article-paragraph: Καὶ ὅμως, ὁ μὲν κατηγορούμενος Ὑποστράτηγος Κωνσταντινόπουλος ἀρνεῖται πανηγυρικῶς ὅτι ἐγκατέλειψε τὴν θέσιν του, ἰσχυριζόμενος ὅτι ἔλαβε διαταγὴν ἀποχωρήσεως ἐκ μέρους τῆς Ἀνωτέρας Διοικήσεως. Οἱ μάρτυρες ὅμως Γεωργιάδης Θεόδ., Μουσελᾶς Δημ. καὶ ἄλλοι διαβεβαιοῦσιν ὅτι οὐδεμία τοιαύτη διαταγὴ ἐδόθη. Ἐπὶ πλέον ἐκ τῶν ἐγγράφων τοῦ Ὑπουργείου ἀποδεικνύεται ὅτι αἱ δοθεῖσαι διαταγαὶ ἦσαν ἀντίθετοι. Ἡ ὑπ' ἀριθ. Ε.Π. 2344/9—7—22 διαταγὴ τοῦ Ὑπουργείου Στρατιωτικῶν διέταττε τὴν παραμονὴν τῶν Διοικητῶν εἰς τὰς θέσεις των, ὑπὸ τὴν ἀπειλὴν αὐστηρῶν ποινῶν. xyxy=(592,1166,840,1366)
divider xyxy=(70,287,320,288)
aegean-shipping-text: Ἀτμόπλοιον «ΚΡΗΤΑ» Πέμπτην, 10 Νοεμβρίου, δι' Ἀιδηψόν, Χαλκίδα, Λίμνην, Λαγκάρτην, Στυλίδα, Ὠρεούς, Βόλον, Σκιάθον καὶ Σκόπελον. Ἀτμόπλοιον «ΜΥΚΑΛΗ» Τετάρτην, 9 Νοεμβρίου, ὥρ. 8 μ.μ., Χίον, Μυτιλήνην, Δεδεαγάτς, Καβάλλαν, Θεσσαλονίκην, Βόλον, Χαλκίδα, Πειραιᾶ. Ἀτμόπλοιον «ΑΝΤΙΟΧΕΙΑ» Δευτέραν, 7 Νοεμβρίου, μεσημβρίαν, κατ' εὐθεῖαν Κωνσταντινούπολιν. Πράκτορες, ΑΤΜΟΠΛΟΪ'Α ΠΑΛΗΟΥ. Ἐν Πειραιεῖ πλατεία Καραϊσκάκη, τηλ. 25, 1—62, 1—68. Ἐν Ἀθήναις Σταδίου 64 α', τηλ. 2—61. xyxy=(70,858,320,1021)
rotterdam-text: Ἀτμόπλοιον «ALEXANDRIA» ὑπὸ φόρτωσιν. Ἀτμόπλοιον «CAVALLA» ὑπὸ φόρτωσιν 13/26 Νοεμβρίου. ΑΔΕΛ. ΦΡΑΓΚΟΠΟΥΛΟΙ — ΠΕΙΡΑΙΕΥΣ. xyxy=(70,599,320,648)
article-paragraph: Ἀλλ' ὅπως καὶ ἂν ἔχῃ τὸ πρᾶγμα, ἡ ἀνάκρισις ἀπέδειξεν ὅτι ἡ πρᾶξις τῶν κατηγορουμένων ἀποτελεῖ ἔγκλημα προβλεπόμενον ὑπὸ τοῦ στρατιωτικοῦ ποινικοῦ νόμου, καὶ ὅτι ἀπαιτεῖται ἡ αὐστηροτέρα τιμωρία των πρὸς παραδειγματισμόν. xyxy=(592,944,840,1037)
article-paragraph: Τῶν δὲ ἐκ τῶν πράξεων τοῦ δεύτερου κατηγορουμένου τὰς πληροφορίας πρὸς τὰς ἀνακρίσεις ἐθεώρησεν ὡς ἐνοχοποιητικάς. xyxy=(592,478,840,517)
clinic-address: Ὁδὸς Πειραιῶς 23 xyxy=(134,1376,256,1393)
subheading-munitions: ΤΑ ΔΙΑΝΕΜΗΘΕΝΤΑ ΠΟΛΕΜΟΦΟΔΙΑ xyxy=(852,1065,1100,1087)
column-classifieds xyxy=(70,54,320,2224)
banner-headline-2: ΚΑΤΑ ΤΩΝ ΣΤΡΑΤΗΓΩΝ ΚΩΝΣΤΑΝΤΙΝΟΠΟΥΛΟΥ & ΦΡΑΓΚΟΥ xyxy=(420,173,1012,250)
article-paragraph: Ὁ ὑποστράτηγος Κωνσταντινόπουλος Κ., ἀπὸ τῆς 9ης Δεκεμβρίου τοῦ 1920, κατ' ἐντολὴν τῆς ἀρμοδίας ὑπηρεσίας, ἀνέλαβε τὴν διοίκησιν τῆς Ἀναπληρωματικῆς Διοικήσεως Η' Στρατ. Μεραρχίας, ἐν ᾗ διετέλεσε μέχρι τῆς καταστροφῆς. Ἐπὶ τῆς ὑποχωρήσεως κατὰ τὸν Αὔγουστον τοῦ 1922 ἀπεμακρύνθη τῆς μονάδος του μὲ τὸ πρόσχημα τῆς ἀσθενείας. xyxy=(332,897,580,1017)
article-paragraph: κατῴκησαν εἰς διαφόρους θέσεις, ἐνῷ τμήματα στρατοῦ ἐπεχείρησαν ὡς ὡπλισμένοι πολῖται, ὑφίσταντο δὲ καὶ οἱ περὶ τὸν Ἅγιον Παντελεήμονα ἄλλοι. Ἀπὸ δὲ τῆς ἀστυνομίας ἐζητήθη ἡ σύλληψις τῶν ὑπόπτων. Ἐκ τῶν ἐγγράφων προκύπτει ὅτι οἱ κατηγορούμενοι ἦσαν ἐν ἐπικοινωνίᾳ μετὰ τῶν συνωμοτῶν καὶ ἔδιδον ὁδηγίας πρὸς αὐτούς. Ἡ Ἐπαναστατικὴ Κυβέρνησις ἐπληροφορήθη ἐγκαίρως τὰ τεκταινόμενα καὶ ἔλαβε τὰ ἀναγκαῖα μέτρα, συλλαβοῦσα τοὺς πρωταιτίους. xyxy=(1112,54,1340,227)
article-paragraph: Καὶ διατί ἡ τιμωρία αὐτῶν δὲν ἐπῆλθεν ἀμέσως; Διότι ἡ Ἐπαναστατικὴ Κυβέρνησις, ἐμπνεομένη ὑπὸ αἰσθημάτων μετριοπαθείας, ἠθέλησε νὰ διεξαχθῇ πλήρης καὶ ἀμερόληπτος ἀνάκρισις, ἵνα μὴ ὑπάρξῃ οὐδεμία ἀμφιβολία περὶ τῆς ἐνοχῆς τῶν κατηγορουμένων. Ἡ ἀνάκρισις αὕτη ἐπερατώθη ἤδη καὶ τὸ πόρισμα ὑπεβλήθη εἰς τὸ Ὑπουργεῖον. xyxy=(1112,567,1340,687)
article-paragraph: Ἀλλ' εἰς τὸ ἀπόσπασμα τῆς ἐφημερίδος εἶναι εὐνόητος ἡ ἀναφορὰ τῶν Ἀθηνῶν καὶ τῶν Πειραιῶς, ὅπου συνεκεντρώθησαν αἱ δυνάμεις τῶν συνωμοτῶν. Ἀποδεικνύεται λοιπὸν ὅτι οἱ κατηγορούμενοι ἐνήργησαν κατὰ τῆς ἀσφαλείας τοῦ Κράτους καὶ πρέπει νὰ τιμωρηθῶσιν αὐστηρῶς. xyxy=(1112,973,1340,1080)
article-paragraph: 22 ἀναφορὰ τοῦ ἰδίου Ὑποστρατήγου καὶ τῶν αὐτῶν ὡς ἄνω ἰδιότητι πρὸς τὸ Ὑπουργεῖον Στρατιωτικῶν πρὸς δὲ τὸ μάρτυρος Μούρατος Βασιλείου, Στρατηγοῦ Πραγκαλίδου, Ἀντ. Γρηγοριάδου Γ., Δαμιρόπολου Δημ. κλπ. ὁμολογουμένων ὅτι ἡ ἀποχώρησις ἐγένετο αὐτοβούλως. xyxy=(852,316,1100,409)
subheading-beyond-law: ΕΚΤΟΣ ΠΑΝΤΟΣ ΝΟΜΟΥ xyxy=(332,1022,580,1048)
column-rule xyxy=(586,316,587,2224)
article-paragraph: Ἀξιοσημείωτον εἶναι ὅτι πρὸς τὴν ἀρχὴν τῆς ὑποχωρήσεως ἐδόθησαν ὑπὸ τῆς Κυβερνήσεως διαταγαὶ πρὸς τὸν Στρατηγὸν Κωνσταντινόπουλον, δι' ὧν ἐνετέλλετο νὰ μείνῃ εἰς τὴν θέσιν του μέχρι τῆς τελευταίας στιγμῆς. Ὁ στρατηγὸς ὅμως δὲν ἐξετέλεσε τὴν διαταγὴν ταύτην, ἀλλ' ἀπεχώρησε πρὸ τῆς ὥρας, καταλιπὼν τὰ στρατεύματα ἄνευ ἀρχηγοῦ. xyxy=(592,822,840,942)
clinic-text: Ἡ χρονία βλεννόρροια διὰ τῆς μεθόδου τοῦ ἀντιγονοκοκκικοῦ ἐμβολίου Φιλαρετοπούλου, παρασκευαζομένου ὑπὸ τῆς Γαλλικῆς Ἀκαδημίας καὶ ἐφαρμοζομένου ἤδη εἰς πάμπολλα νοσοκομεῖα ὑπὸ πολλῶν Εὐρωπαίων ἰατρῶν. Ἡ Σύφιλις, διὰ τῆς ἐπιστημονικωτέρας μεθόδου. Ἡ ἀνδρικὴ ἀνικανότης, διὰ τοῦ ὀρροῦ Φιλαρετοπούλου. Τὰ δερματικὰ νοσήματα. xyxy=(70,1423,320,1523)
article-paragraph: Ἀλλ' ἐκτὸς τῶν λόγων, τοὺς ὁποίους παρέθεσεν ἡ ἀνάκρισις διὰ τὸν στρατηγὸν Κωνσταντινόπουλον, ὑπάρχουν καὶ ἄλλοι, καθ' οὓς ἡ κατηγορία καθίσταται ἀσυγχώρητος. Ἡ ὑποχώρησις ἐγένετο ἄνευ σχεδίου, οἱ δὲ ἀξιωματικοὶ ἐγκατέλειψαν τὰ τμήματά των, ἀφήσαντες τοὺς στρατιώτας εἰς τὴν τύχην των. Τὸ πόρισμα τῆς ἀνακρίσεως εἶναι σαφὲς καὶ ἀποκαλύπτει ὅτι οἱ κατηγορούμενοι ἐνήργησαν ἐκτὸς παντὸς νόμου καὶ πάσης στρατιωτικῆς πειθαρχίας. xyxy=(332,1052,580,1198)
